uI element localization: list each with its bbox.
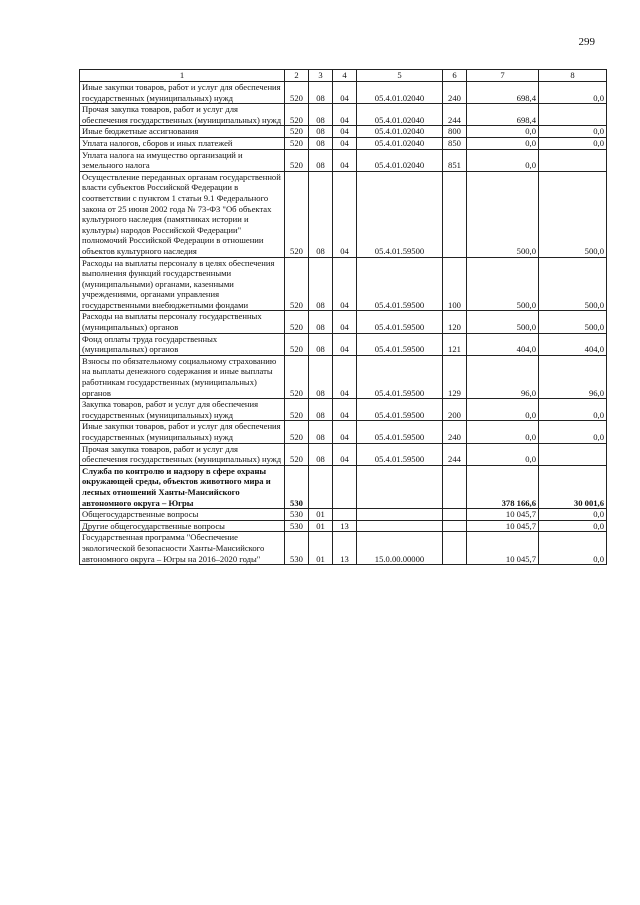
row-code-type: 240 xyxy=(443,421,467,443)
row-code-type: 100 xyxy=(443,257,467,311)
row-amount: 0,0 xyxy=(467,137,539,149)
table-row xyxy=(80,509,607,521)
row-amount: 10 045,7 xyxy=(467,532,539,565)
row-description: Прочая закупка товаров, работ и услуг для обеспечения государственных (муниципальных) нужд xyxy=(80,443,285,465)
row-code-subsection: 13 xyxy=(333,520,357,532)
header-cell: 6 xyxy=(443,70,467,82)
row-code-subsection: 04 xyxy=(333,355,357,398)
header-cell: 4 xyxy=(333,70,357,82)
row-amount: 0,0 xyxy=(467,149,539,171)
row-description: Взносы по обязательному социальному страхованию на выплаты денежного содержания и иные выплаты работникам государственных (муниципальных) органов xyxy=(80,355,285,398)
row-amount: 96,0 xyxy=(467,355,539,398)
row-code-admin: 520 xyxy=(285,126,309,138)
row-code-section: 08 xyxy=(309,443,333,465)
header-cell: 5 xyxy=(357,70,443,82)
row-code-subsection: 04 xyxy=(333,311,357,333)
row-code-target: 05.4.01.02040 xyxy=(357,82,443,104)
row-amount: 500,0 xyxy=(467,311,539,333)
row-amount-2: 500,0 xyxy=(539,171,607,257)
row-description: Прочая закупка товаров, работ и услуг для обеспечения государственных (муниципальных) нужд xyxy=(80,104,285,126)
table-row xyxy=(80,149,607,171)
row-code-target: 05.4.01.59500 xyxy=(357,443,443,465)
row-code-subsection xyxy=(333,465,357,508)
row-code-section: 08 xyxy=(309,137,333,149)
row-code-section: 08 xyxy=(309,149,333,171)
row-amount: 0,0 xyxy=(467,399,539,421)
table-row xyxy=(80,355,607,398)
row-code-type xyxy=(443,509,467,521)
table-row xyxy=(80,137,607,149)
row-amount-2 xyxy=(539,443,607,465)
row-amount-2: 0,0 xyxy=(539,399,607,421)
table-row xyxy=(80,333,607,355)
row-code-subsection: 04 xyxy=(333,104,357,126)
row-code-subsection: 04 xyxy=(333,443,357,465)
row-code-type xyxy=(443,465,467,508)
row-amount: 500,0 xyxy=(467,257,539,311)
table-row xyxy=(80,82,607,104)
row-amount: 378 166,6 xyxy=(467,465,539,508)
row-code-type: 244 xyxy=(443,104,467,126)
row-code-admin: 520 xyxy=(285,333,309,355)
row-code-target: 05.4.01.59500 xyxy=(357,355,443,398)
row-description: Уплата налога на имущество организаций и земельного налога xyxy=(80,149,285,171)
row-amount: 500,0 xyxy=(467,171,539,257)
row-code-target xyxy=(357,465,443,508)
row-description: Осуществление переданных органам государственной власти субъектов Российской Федерации в соответствии с пунктом 1 статьи 9.1 Федерального закона от 25 июня 2002 года № 73-ФЗ "Об объектах культурного наследия (памятниках истории и культуры) народов Российской Федерации" полномочий Российской Федерации в отношении объектов культурного наследия xyxy=(80,171,285,257)
row-code-type: 800 xyxy=(443,126,467,138)
row-amount: 698,4 xyxy=(467,104,539,126)
row-code-admin: 520 xyxy=(285,355,309,398)
row-code-type: 120 xyxy=(443,311,467,333)
row-code-target: 05.4.01.02040 xyxy=(357,126,443,138)
table-row xyxy=(80,443,607,465)
row-amount: 0,0 xyxy=(467,421,539,443)
row-code-section: 08 xyxy=(309,257,333,311)
row-code-admin: 520 xyxy=(285,171,309,257)
row-code-subsection: 13 xyxy=(333,532,357,565)
row-code-admin: 520 xyxy=(285,82,309,104)
row-description: Уплата налогов, сборов и иных платежей xyxy=(80,137,285,149)
table-row xyxy=(80,465,607,508)
header-cell: 8 xyxy=(539,70,607,82)
page-number: 299 xyxy=(578,36,595,48)
row-code-target: 05.4.01.59500 xyxy=(357,333,443,355)
table-row xyxy=(80,532,607,565)
row-code-admin: 520 xyxy=(285,399,309,421)
header-cell: 1 xyxy=(80,70,285,82)
row-amount: 10 045,7 xyxy=(467,509,539,521)
row-code-target: 05.4.01.59500 xyxy=(357,311,443,333)
row-code-type: 129 xyxy=(443,355,467,398)
row-code-target: 15.0.00.00000 xyxy=(357,532,443,565)
row-code-subsection: 04 xyxy=(333,149,357,171)
row-code-subsection: 04 xyxy=(333,333,357,355)
row-amount: 698,4 xyxy=(467,82,539,104)
row-amount-2: 0,0 xyxy=(539,137,607,149)
row-amount-2: 500,0 xyxy=(539,257,607,311)
header-cell: 3 xyxy=(309,70,333,82)
row-code-section: 08 xyxy=(309,311,333,333)
row-code-subsection: 04 xyxy=(333,421,357,443)
row-code-target: 05.4.01.59500 xyxy=(357,399,443,421)
row-code-target xyxy=(357,509,443,521)
table-row xyxy=(80,104,607,126)
row-code-target: 05.4.01.59500 xyxy=(357,171,443,257)
table-row xyxy=(80,171,607,257)
row-description: Другие общегосударственные вопросы xyxy=(80,520,285,532)
budget-table xyxy=(79,69,607,565)
row-code-target xyxy=(357,520,443,532)
row-code-subsection: 04 xyxy=(333,257,357,311)
row-code-admin: 530 xyxy=(285,509,309,521)
row-code-admin: 530 xyxy=(285,520,309,532)
row-code-section: 08 xyxy=(309,104,333,126)
header-row xyxy=(80,70,607,82)
row-code-section: 08 xyxy=(309,171,333,257)
row-code-type xyxy=(443,532,467,565)
row-code-type: 240 xyxy=(443,82,467,104)
row-code-type: 244 xyxy=(443,443,467,465)
row-code-subsection: 04 xyxy=(333,171,357,257)
row-code-section: 08 xyxy=(309,421,333,443)
row-description: Общегосударственные вопросы xyxy=(80,509,285,521)
header-cell: 2 xyxy=(285,70,309,82)
row-amount-2 xyxy=(539,149,607,171)
row-amount-2: 0,0 xyxy=(539,520,607,532)
row-code-target: 05.4.01.02040 xyxy=(357,149,443,171)
table-row xyxy=(80,399,607,421)
row-amount: 0,0 xyxy=(467,443,539,465)
row-description: Государственная программа "Обеспечение экологической безопасности Ханты-Мансийского автономного округа – Югры на 2016–2020 годы" xyxy=(80,532,285,565)
row-code-type xyxy=(443,171,467,257)
row-code-admin: 530 xyxy=(285,465,309,508)
row-code-admin: 520 xyxy=(285,137,309,149)
row-code-target: 05.4.01.59500 xyxy=(357,257,443,311)
row-amount-2: 404,0 xyxy=(539,333,607,355)
row-code-subsection xyxy=(333,509,357,521)
row-amount-2: 96,0 xyxy=(539,355,607,398)
row-description: Иные закупки товаров, работ и услуг для обеспечения государственных (муниципальных) нужд xyxy=(80,421,285,443)
row-amount: 10 045,7 xyxy=(467,520,539,532)
row-description: Служба по контролю и надзору в сфере охраны окружающей среды, объектов животного мира и лесных отношений Ханты-Мансийского автономного округа – Югры xyxy=(80,465,285,508)
row-amount-2: 30 001,6 xyxy=(539,465,607,508)
row-code-section xyxy=(309,465,333,508)
row-code-section: 08 xyxy=(309,355,333,398)
row-code-target: 05.4.01.02040 xyxy=(357,137,443,149)
row-code-admin: 520 xyxy=(285,421,309,443)
row-amount: 0,0 xyxy=(467,126,539,138)
row-code-subsection: 04 xyxy=(333,399,357,421)
row-description: Расходы на выплаты персоналу государственных (муниципальных) органов xyxy=(80,311,285,333)
row-description: Иные бюджетные ассигнования xyxy=(80,126,285,138)
row-description: Иные закупки товаров, работ и услуг для обеспечения государственных (муниципальных) нужд xyxy=(80,82,285,104)
row-description: Фонд оплаты труда государственных (муниципальных) органов xyxy=(80,333,285,355)
row-code-admin: 530 xyxy=(285,532,309,565)
row-code-section: 08 xyxy=(309,82,333,104)
row-code-section: 08 xyxy=(309,333,333,355)
row-code-target: 05.4.01.59500 xyxy=(357,421,443,443)
row-code-type: 851 xyxy=(443,149,467,171)
row-code-section: 01 xyxy=(309,532,333,565)
row-code-admin: 520 xyxy=(285,149,309,171)
row-amount: 404,0 xyxy=(467,333,539,355)
table-row xyxy=(80,257,607,311)
row-code-type xyxy=(443,520,467,532)
row-amount-2: 0,0 xyxy=(539,532,607,565)
header-cell: 7 xyxy=(467,70,539,82)
row-amount-2: 0,0 xyxy=(539,82,607,104)
row-code-subsection: 04 xyxy=(333,137,357,149)
row-amount-2: 500,0 xyxy=(539,311,607,333)
row-code-admin: 520 xyxy=(285,257,309,311)
row-code-admin: 520 xyxy=(285,311,309,333)
row-amount-2: 0,0 xyxy=(539,126,607,138)
table-row xyxy=(80,421,607,443)
row-description: Закупка товаров, работ и услуг для обеспечения государственных (муниципальных) нужд xyxy=(80,399,285,421)
row-code-subsection: 04 xyxy=(333,126,357,138)
row-code-subsection: 04 xyxy=(333,82,357,104)
row-code-admin: 520 xyxy=(285,104,309,126)
row-amount-2: 0,0 xyxy=(539,509,607,521)
row-code-type: 121 xyxy=(443,333,467,355)
row-amount-2: 0,0 xyxy=(539,421,607,443)
row-description: Расходы на выплаты персоналу в целях обеспечения выполнения функций государственными (муниципальными) органами, казенными учреждениями, органами управления государственными внебюджетными фондами xyxy=(80,257,285,311)
row-code-admin: 520 xyxy=(285,443,309,465)
row-code-target: 05.4.01.02040 xyxy=(357,104,443,126)
row-code-section: 01 xyxy=(309,520,333,532)
row-code-type: 200 xyxy=(443,399,467,421)
table-row xyxy=(80,520,607,532)
table-row xyxy=(80,311,607,333)
row-amount-2 xyxy=(539,104,607,126)
row-code-section: 08 xyxy=(309,399,333,421)
table-row xyxy=(80,126,607,138)
row-code-section: 01 xyxy=(309,509,333,521)
row-code-section: 08 xyxy=(309,126,333,138)
row-code-type: 850 xyxy=(443,137,467,149)
